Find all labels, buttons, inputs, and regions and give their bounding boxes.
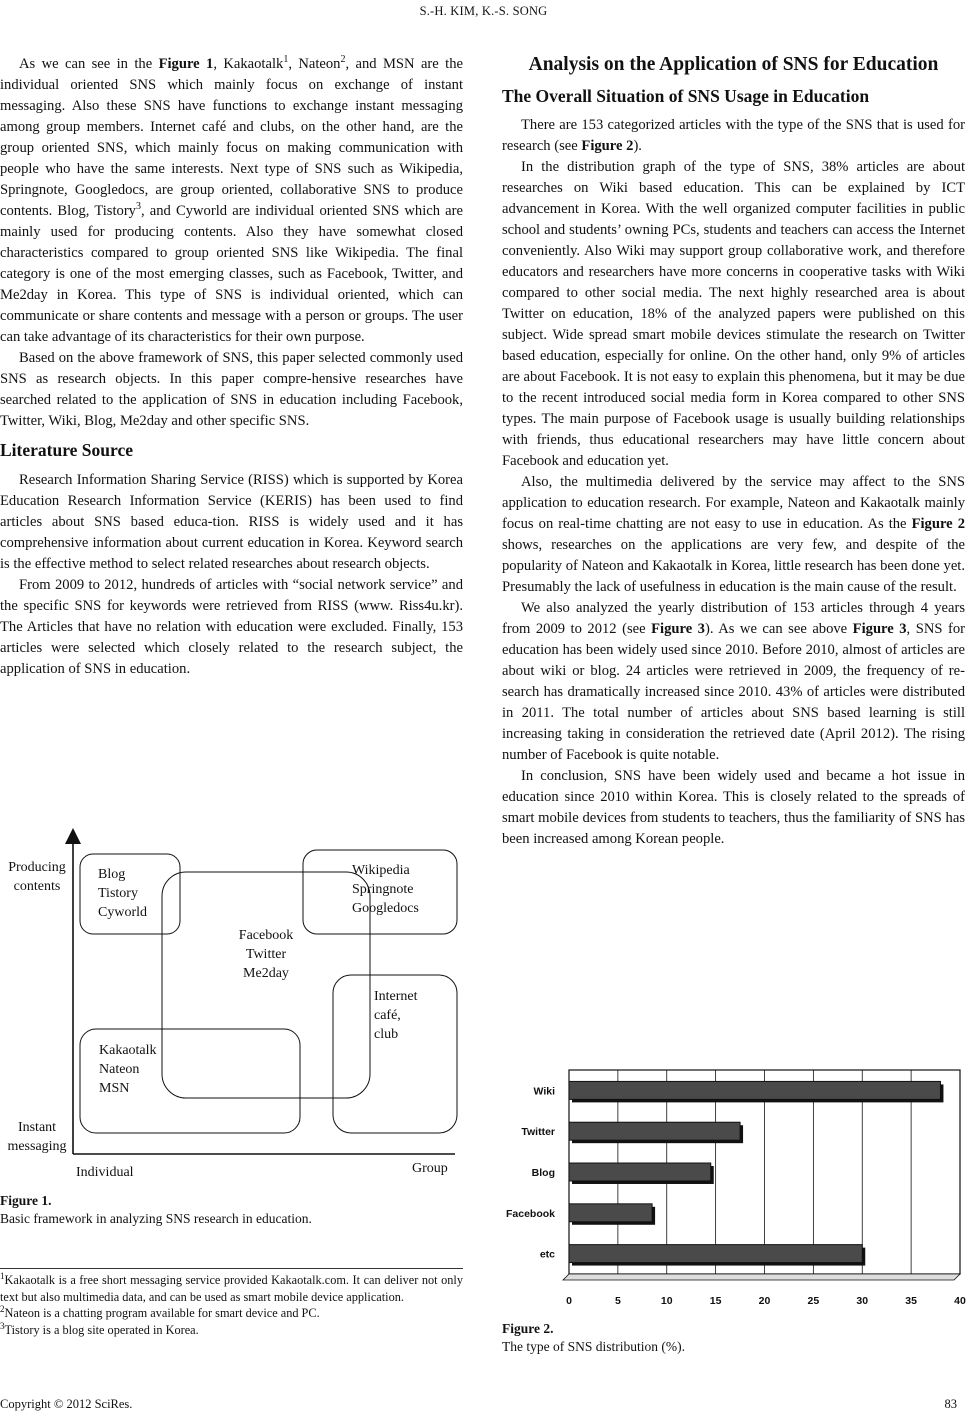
x-axis-left-label: Individual	[76, 1165, 134, 1180]
box-internet-label: Internet café, club	[374, 989, 418, 1042]
box-facebook-label: Facebook Twitter Me2day	[238, 928, 294, 981]
section-heading: Analysis on the Application of SNS for Education	[528, 54, 939, 75]
paragraph: There are 153 categorized articles with the type of the SNS that is used for research (see Figure 2).	[502, 117, 965, 154]
figure-ref[interactable]: Figure 1	[158, 56, 214, 72]
x-tick-label: 10	[660, 1295, 673, 1307]
bar	[569, 1204, 652, 1222]
figure-ref[interactable]: Figure 3	[651, 621, 705, 637]
paragraph: As we can see in the Figure 1, Kakaotalk$^1$, Nateon$^2$, and MSN are the individual oriented SNS which mainly focus on exchange of instant messaging. Also these SNS have functions to exchange instant messaging among group members. Internet café and clubs, on the other hand, are the group oriented SNS, which mainly focus on making communication with people who have the same interests. Next type of SNS such as Wikipedia, Springnote, Googledocs, are group oriented, collaborative SNS to produce contents. Blog, Tistory$^3$, and Cyworld are individual oriented SNS which are mainly used for producing contents. Also they have somewhat closed characteristics compared to group oriented SNS like Wikipedia. The final category is one of the most emerging classes, such as Facebook, Twitter, and Me2day in Korea. This type of SNS is individual oriented, which can communicate or share contents and message with a person or groups. The user can take advantage of its characteristics for their own purpose.	[0, 54, 463, 345]
box-facebook	[162, 872, 370, 1098]
category-label: Twitter	[521, 1126, 555, 1139]
left-column	[0, 54, 463, 680]
y-axis-bottom-label: Instant messaging	[7, 1120, 67, 1154]
footnote-ref[interactable]: 1	[283, 54, 289, 66]
footnotes	[0, 1268, 463, 1338]
figure-ref[interactable]: Figure 2	[581, 138, 634, 154]
copyright: Copyright © 2012 SciRes.	[0, 1397, 133, 1411]
page-number: 83	[944, 1397, 957, 1411]
x-tick-label: 5	[614, 1295, 621, 1307]
category-label: Facebook	[505, 1207, 555, 1220]
x-tick-label: 35	[905, 1295, 917, 1307]
x-tick-label: 0	[566, 1295, 572, 1307]
category-label: Blog	[531, 1167, 555, 1179]
figure-ref[interactable]: Figure 3	[852, 621, 907, 637]
footnote: $^2$Nateon is a chatting program available for smart device and PC.	[0, 1303, 320, 1320]
paragraph: From 2009 to 2012, hundreds of articles with “social network service” and the specific SNS for keywords were retrieved from RISS (www. Riss4u.kr). The Articles that have no relation with education were excluded. Finally, 153 articles were selected which closely related to the research subject, the application of SNS in education.	[0, 577, 463, 677]
figure-2-caption: Figure 2. The type of SNS distribution (%).	[502, 1321, 685, 1354]
paragraph: We also analyzed the yearly distribution of 153 articles through 4 years from 2009 to 2012 (see Figure 3). As we can see above Figure 3, SNS for education has been widely used since 2010. Before 2010, almost of articles are about wiki or blog. 24 articles were retrieved in 2009, the frequency of re-search has dramatically increased since 2010. 43% of articles were distributed in 2011. The total number of articles about SNS based learning is still increasing taking in consideration the retrieved date (April 2012). The rising number of Facebook is quite notable.	[502, 600, 965, 763]
right-column	[502, 54, 965, 850]
paragraph: Research Information Sharing Service (RISS) which is supported by Korea Education Research Information Service (KERIS) has been used to find articles about SNS based educa-tion. RISS is widely used and it has comprehensive information about current education in Korea. Keyword search is the effective method to select related researches about research objects.	[0, 472, 463, 572]
box-blog-label: Blog Tistory Cyworld	[98, 867, 147, 920]
footnote-ref[interactable]: 2	[340, 54, 346, 66]
box-kakao-label: Kakaotalk Nateon MSN	[99, 1043, 157, 1096]
paragraph: Based on the above framework of SNS, this paper selected commonly used SNS as research objects. In this paper compre-hensive researches have searched related to the application of SNS in education including Facebook, Twitter, Wiki, Blog, Me2day and other specific SNS.	[0, 350, 463, 429]
running-head: S.-H. KIM, K.-S. SONG	[419, 4, 548, 18]
category-label: etc	[539, 1248, 555, 1261]
subsection-heading: The Overall Situation of SNS Usage in Education	[502, 86, 870, 106]
footnote: $^1$Kakaotalk is a free short messaging service provided Kakaotalk.com. It can deliver not only text but also multimedia data, and can be used as smart mobile device application.	[0, 1270, 463, 1304]
chart-floor	[563, 1274, 960, 1280]
box-wiki-label: Wikipedia Springnote Googledocs	[352, 863, 419, 916]
x-tick-label: 20	[758, 1295, 771, 1307]
bar	[569, 1122, 740, 1140]
figure-1-caption: Figure 1. Basic framework in analyzing SNS research in education.	[0, 1193, 312, 1226]
category-label: Wiki	[533, 1085, 555, 1098]
y-axis-top-label: Producing contents	[8, 860, 66, 894]
figure-1-diagram	[0, 828, 463, 1186]
section-heading: Literature Source	[0, 440, 134, 460]
bar	[569, 1163, 711, 1181]
bar	[569, 1245, 862, 1263]
paragraph: In conclusion, SNS have been widely used and became a hot issue in education since 2010 within Korea. This is closely related to the spreads of smart mobile devices from students to teachers, thus the familiarity of SNS has been increased among Korean people.	[502, 768, 965, 847]
x-tick-label: 40	[954, 1295, 966, 1307]
footnote-ref[interactable]: 3	[135, 201, 141, 213]
paragraph: In the distribution graph of the type of SNS, 38% articles are about researches on Wiki based education. This can be explained by ICT advancement in Korea. With the well organized computer facilities in public school and students’ owning PCs, students and teachers can access the Internet conveniently. Also Wiki may support group collaborative work, and therefore educators and researchers have more concerns in cooperative tasks with Wiki compared to other social media. The next highly researched area is about Twitter on education, 18% of the analyzed papers were published on this subject. Wide spread smart mobile devices stimulate the research on Twitter based education, especially for online. On the other hand, only 9% of articles are about Facebook. It is not easy to explain this phenomena, but it may be due to the recent introduced social media form in Korea compared to other SNS types. The main purpose of Facebook usage is usually building relationships with friends, thus educational researchers may have little concern about Facebook and education yet.	[502, 159, 965, 469]
footnote: $^3$Tistory is a blog site operated in Korea.	[0, 1320, 199, 1337]
figure-ref[interactable]: Figure 2	[911, 516, 965, 532]
paragraph: Also, the multimedia delivered by the service may affect to the SNS application to education research. For example, Nateon and Kakaotalk mainly focus on real-time chatting are not easy to use in education. As the Figure 2 shows, researches on the applications are very few, and despite of the popularity of Nateon and Kakaotalk in Korea, little research has been done yet. Presumably the lack of usefulness in education is the main cause of the result.	[502, 474, 965, 595]
x-tick-label: 30	[856, 1295, 869, 1307]
x-axis-right-label: Group	[412, 1161, 448, 1176]
x-tick-label: 25	[807, 1295, 820, 1307]
x-tick-label: 15	[709, 1295, 722, 1307]
figure-2-chart	[502, 1062, 967, 1312]
bar-chart-svg	[502, 1062, 967, 1312]
bar	[569, 1081, 940, 1099]
